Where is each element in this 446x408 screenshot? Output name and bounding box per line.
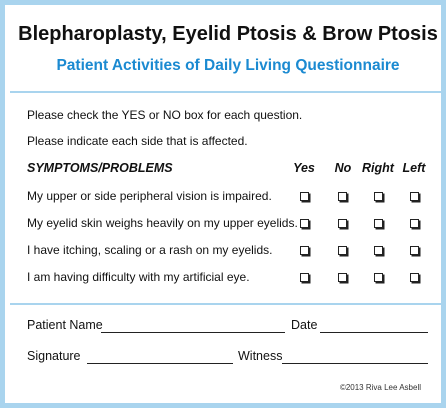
column-header-yes: Yes [293,161,315,175]
signature-line[interactable] [87,363,233,364]
checkbox-q4-no[interactable] [338,273,347,282]
date-line[interactable] [320,332,428,333]
instruction-yes-no: Please check the YES or NO box for each question. [27,108,303,122]
date-label: Date [291,318,318,332]
checkbox-q2-left[interactable] [410,219,419,228]
patient-name-label: Patient Name [27,318,103,332]
checkbox-q4-left[interactable] [410,273,419,282]
column-header-right: Right [362,161,394,175]
checkbox-q1-right[interactable] [374,192,383,201]
signature-label: Signature [27,349,81,363]
checkbox-q1-left[interactable] [410,192,419,201]
patient-name-line[interactable] [101,332,285,333]
section-divider [10,303,446,305]
checkbox-q3-yes[interactable] [300,246,309,255]
copyright-notice: ©2013 Riva Lee Asbell [339,383,421,392]
question-skin-weighs: My eyelid skin weighs heavily on my upper eyelids. [27,216,298,230]
checkbox-q2-right[interactable] [374,219,383,228]
checkbox-q1-yes[interactable] [300,192,309,201]
column-header-no: No [334,161,352,175]
checkbox-q4-yes[interactable] [300,273,309,282]
instruction-side: Please indicate each side that is affected. [27,134,248,148]
checkbox-q3-left[interactable] [410,246,419,255]
column-header-left: Left [402,161,426,175]
checkbox-q4-right[interactable] [374,273,383,282]
question-itching-rash: I have itching, scaling or a rash on my eyelids. [27,243,273,257]
checkbox-q1-no[interactable] [338,192,347,201]
checkbox-q2-no[interactable] [338,219,347,228]
checkbox-q3-right[interactable] [374,246,383,255]
checkbox-q2-yes[interactable] [300,219,309,228]
form-title: Blepharoplasty, Eyelid Ptosis & Brow Ptosis [18,23,438,45]
form-subtitle: Patient Activities of Daily Living Questionnaire [56,57,400,74]
witness-line[interactable] [282,363,428,364]
checkbox-q3-no[interactable] [338,246,347,255]
section-label: SYMPTOMS/PROBLEMS [27,161,173,175]
witness-label: Witness [238,349,283,363]
question-vision-impaired: My upper or side peripheral vision is impaired. [27,189,272,203]
question-artificial-eye: I am having difficulty with my artificial eye. [27,270,250,284]
header-divider [10,91,446,93]
